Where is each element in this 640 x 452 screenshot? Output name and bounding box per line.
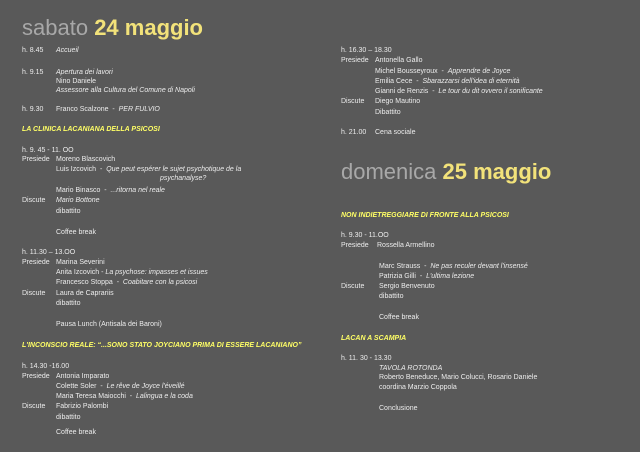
sun-line: Presiede (341, 242, 369, 249)
sat-line-content: Nino Daniele (56, 78, 97, 85)
section-heading: L'INCONSCIO REALE: “...SONO STATO JOYCIANO PRIMA DI ESSERE LACANIANO” (22, 342, 302, 349)
sat-line: Discute (22, 197, 46, 204)
sat-line-content: Mario Binasco - ...ritorna nel reale (56, 187, 165, 194)
sat-line: Discute (22, 290, 46, 297)
sunday-title (341, 160, 551, 184)
sat-line-content: Apertura dei lavori (56, 69, 113, 76)
section-heading: LACAN A SCAMPIA (341, 335, 407, 342)
sun-line-content: Rossella Armellino (377, 242, 435, 249)
sat-line: h. 8.45 (22, 47, 44, 54)
sat-line: h. 11.30 – 13.OO (22, 249, 76, 256)
sun-line-content: Coffee break (379, 314, 419, 321)
sat-evening-content: Gianni de Renzis - Le tour du dit ovvero il sonificante (375, 88, 543, 95)
sat-line-content: Luis Izcovich - Que peut espérer le sujet psychotique de la (56, 166, 242, 173)
sat-line-content: dibattito (56, 414, 81, 421)
sat-line: Presiede (22, 259, 50, 266)
sat-line: Discute (22, 403, 46, 410)
sat-line-content: Antonia Imparato (56, 373, 110, 380)
sat-line-content: Pausa Lunch (Antisala dei Baroni) (56, 321, 162, 328)
sun-line-content: Marc Strauss - Ne pas reculer devant l'insensé (379, 263, 528, 270)
sat-line-content: psychanalyse? (160, 175, 207, 182)
sat-evening-content: Cena sociale (375, 129, 416, 136)
sun-line-content: Conclusione (379, 405, 418, 412)
sat-evening-content: Dibattito (375, 109, 401, 116)
sat-line: Presiede (22, 373, 50, 380)
sat-evening-line: Presiede (341, 57, 369, 64)
sat-line-content: Franco Scalzone - PER FULVIO (56, 106, 160, 113)
sat-line-content: Francesco Stoppa - Coabitare con la psicosi (56, 279, 198, 286)
sat-line-content: Coffee break (56, 229, 96, 236)
sun-line-content: Sergio Benvenuto (379, 283, 435, 290)
section-heading: LA CLINICA LACANIANA DELLA PSICOSI (22, 126, 160, 133)
sat-evening-content: Emilia Cece - Sbarazzarsi dell'idea di eternità (375, 78, 520, 85)
sat-evening-content: Michel Bousseyroux - Apprendre de Joyce (375, 68, 511, 75)
sat-line: Presiede (22, 156, 50, 163)
sat-line-content: Laura de Caprariis (56, 290, 114, 297)
sun-line-content: TAVOLA ROTONDA (379, 365, 443, 372)
sat-line-content: Colette Soler - Le rêve de Joyce l'éveillé (56, 383, 185, 390)
saturday-weekday: sabato (22, 15, 89, 40)
section-heading: NON INDIETREGGIARE DI FRONTE ALLA PSICOSI (341, 212, 509, 219)
sat-evening-line: h. 16.30 – 18.30 (341, 47, 392, 54)
sat-line-content: Anita Izcovich - La psychose: impasses et issues (56, 269, 208, 276)
sat-line: h. 9.15 (22, 69, 44, 76)
sun-line-content: dibattito (379, 293, 404, 300)
sat-line: h. 9. 45 - 11. OO (22, 147, 74, 154)
sat-line-content: Maria Teresa Maiocchi - Lalingua e la coda (56, 393, 193, 400)
sat-line: h. 14.30 -16.00 (22, 363, 70, 370)
sat-line-content: Mario Bottone (56, 197, 100, 204)
sat-line-content: Coffee break (56, 429, 96, 436)
sunday-weekday: domenica (341, 159, 437, 184)
sun-line: Discute (341, 283, 365, 290)
sun-line-content: coordina Marzio Coppola (379, 384, 457, 391)
sat-line-content: Marina Severini (56, 259, 105, 266)
sun-line-content: Patrizia Gilli - L'ultima lezione (379, 273, 475, 280)
sunday-date: 25 maggio (442, 159, 552, 184)
saturday-title (22, 16, 203, 40)
sat-line-content: dibattito (56, 300, 81, 307)
sat-evening-line: h. 21.00 (341, 129, 367, 136)
sat-line-content: dibattito (56, 208, 81, 215)
sat-evening-line: Discute (341, 98, 365, 105)
saturday-date: 24 maggio (94, 15, 203, 40)
sun-line: h. 11. 30 - 13.30 (341, 355, 392, 362)
sat-line-content: Assessore alla Cultura del Comune di Napoli (56, 87, 195, 94)
sat-evening-content: Diego Mautino (375, 98, 421, 105)
sat-line: h. 9.30 (22, 106, 44, 113)
sat-line-content: Accueil (56, 47, 79, 54)
sun-line: h. 9.30 - 11.OO (341, 232, 389, 239)
sun-line-content: Roberto Beneduce, Mario Colucci, Rosario Daniele (379, 374, 538, 381)
sat-evening-content: Antonella Gallo (375, 57, 423, 64)
sat-line-content: Moreno Blascovich (56, 156, 116, 163)
sat-line-content: Fabrizio Palombi (56, 403, 109, 410)
